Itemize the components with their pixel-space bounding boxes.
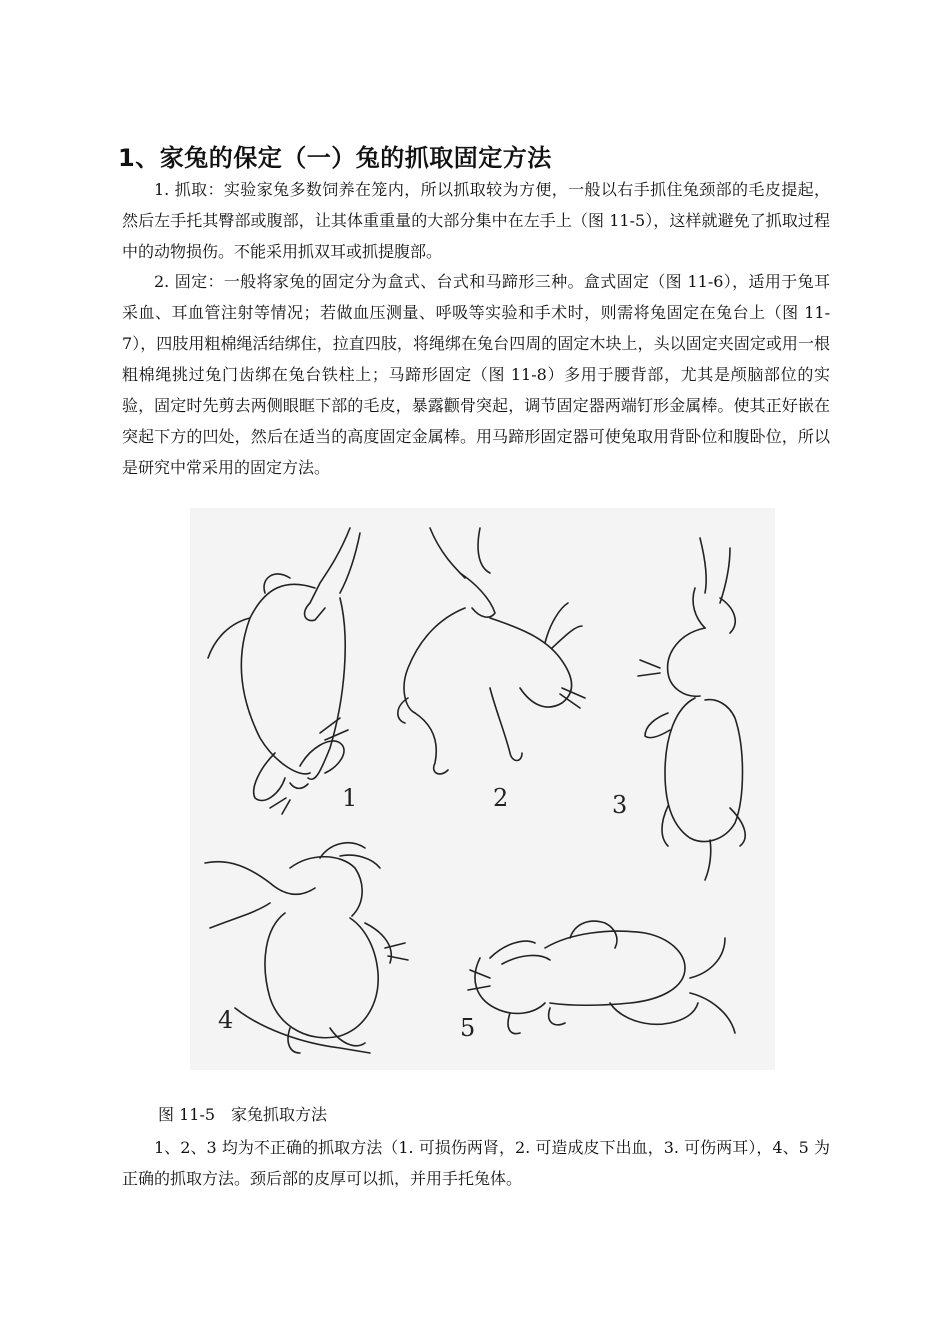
panel-3-drawing (638, 538, 745, 880)
paragraph-capture: 1. 抓取：实验家兔多数饲养在笼内，所以抓取较为方便，一般以右手抓住兔颈部的毛皮提起，然后左手托其臀部或腹部，让其体重重量的大部分集中在左手上（图 11-5），这样就避免了抓取过程中的动物损伤。不能采用抓双耳或抓提腹部。 (122, 180, 830, 261)
panel-label-2: 2 (493, 784, 509, 812)
panel-5-drawing (468, 921, 735, 1033)
panel-label-4: 4 (218, 1006, 234, 1034)
section-heading: 1、家兔的保定（一）兔的抓取固定方法 (118, 144, 552, 172)
figure-number: 图 11-5 (158, 1105, 216, 1124)
figure-title: 家兔抓取方法 (231, 1105, 328, 1124)
figure-caption (158, 1102, 343, 1125)
panel-4-drawing (205, 843, 408, 1053)
figure-note: 1、2、3 均为不正确的抓取方法（1. 可损伤两肾，2. 可造成皮下出血，3. 可伤两耳），4、5 为正确的抓取方法。颈后部的皮厚可以抓，并用手托兔体。 (122, 1138, 830, 1188)
panel-label-1: 1 (342, 784, 358, 812)
panel-label-5: 5 (460, 1014, 476, 1042)
panel-2-drawing (398, 528, 585, 774)
panel-1-drawing (208, 528, 360, 814)
paragraph-fixation: 2. 固定：一般将家兔的固定分为盒式、台式和马蹄形三种。盒式固定（图 11-6），适用于兔耳采血、耳血管注射等情况；若做血压测量、呼吸等实验和手术时，则需将兔固定在兔台上（图 11-7），四肢用粗棉绳活结绑住，拉直四肢，将绳绑在兔台四周的固定木块上，头以固定夹固定或用一根粗棉绳挑过兔门齿绑在兔台铁柱上；马蹄形固定（图 11-8）多用于腰背部，尤其是颅脑部位的实验，固定时先剪去两侧眼眶下部的毛皮，暴露颧骨突起，调节固定器两端钉形金属棒。使其正好嵌在突起下方的凹处，然后在适当的高度固定金属棒。用马蹄形固定器可使兔取用背卧位和腹卧位，所以是研究中常采用的固定方法。 (122, 272, 830, 477)
rabbit-handling-figure (190, 508, 775, 1070)
panel-label-3: 3 (612, 791, 628, 819)
rabbit-illustration (190, 508, 775, 1070)
